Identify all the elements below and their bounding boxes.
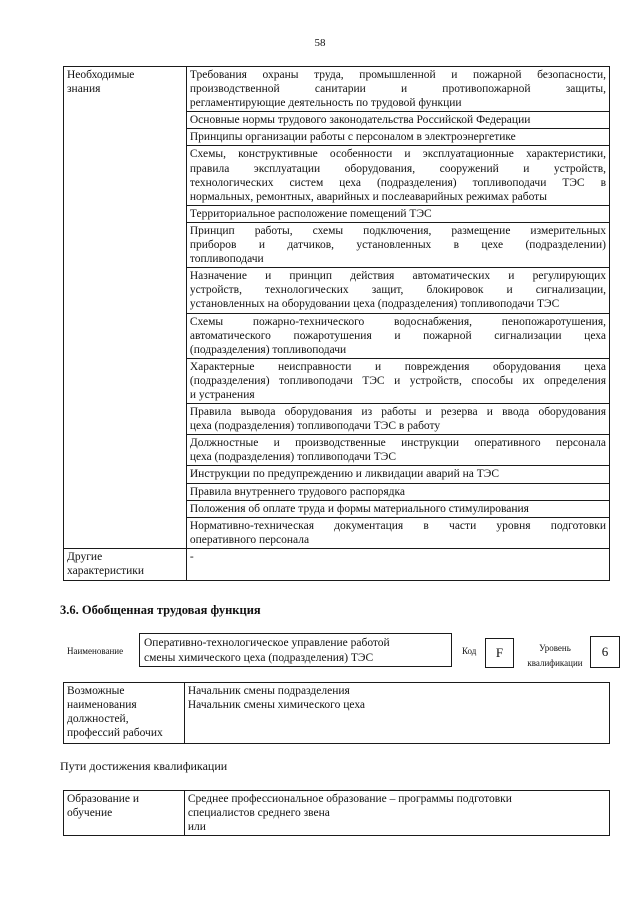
knowledge-item-line: Принципы организации работы с персоналом в электроэнергетике <box>189 131 516 144</box>
knowledge-item-line: регламентирующие деятельность по трудовой функции <box>189 97 462 110</box>
knowledge-label-line: знания <box>67 83 101 96</box>
other-characteristics-label <box>64 548 187 580</box>
positions-label-line: профессий рабочих <box>67 727 163 740</box>
level-label <box>520 641 590 671</box>
knowledge-item-line: Принцип работы, схемы подключения, размещение измерительных <box>189 224 606 237</box>
knowledge-item-line: топливоподачи <box>189 253 264 266</box>
section-title: 3.6. Обобщенная трудовая функция <box>60 603 261 617</box>
knowledge-item-line: (подразделения) топливоподачи <box>189 343 347 356</box>
knowledge-item-line: Нормативно-техническая документация в части уровня подготовки <box>189 519 606 532</box>
positions-label-line: Возможные <box>67 685 125 697</box>
education-table <box>63 790 610 836</box>
education-value-line: специалистов среднего звена <box>187 807 330 820</box>
knowledge-row <box>64 67 610 112</box>
knowledge-item <box>186 268 609 313</box>
knowledge-item <box>186 517 609 548</box>
knowledge-item-line: Схемы, конструктивные особенности и эксплуатационные характеристики, <box>189 148 606 161</box>
knowledge-item-line: цеха (подразделения) топливоподачи ТЭС <box>189 451 397 464</box>
knowledge-item-line: Инструкции по предупреждению и ликвидации аварий на ТЭС <box>189 468 500 481</box>
code-value: F <box>485 638 514 668</box>
knowledge-item-line: установленных на оборудовании цеха (подразделения) топливоподачи ТЭС <box>189 298 560 311</box>
knowledge-item-line: производственной санитарии и противопожарной защиты, <box>189 83 606 96</box>
other-label-line: Другие <box>67 550 103 563</box>
knowledge-item <box>186 205 609 222</box>
positions-label-line: должностей, <box>67 713 129 726</box>
other-characteristics-row <box>64 548 610 580</box>
knowledge-item-line: приборов и датчиков, установленных в цехе (подразделении) <box>189 239 606 252</box>
knowledge-table <box>63 66 610 581</box>
knowledge-item-line: (подразделения) топливоподачи ТЭС и устройств, способы их определения <box>189 374 606 387</box>
knowledge-item <box>186 358 609 403</box>
other-label-line: характеристики <box>67 565 145 577</box>
knowledge-item-line: автоматического пожаротушения и пожарной сигнализации цеха <box>189 329 606 342</box>
knowledge-item <box>186 466 609 483</box>
knowledge-item <box>186 112 609 129</box>
positions-table <box>63 682 610 744</box>
knowledge-item <box>186 483 609 500</box>
knowledge-item-line: Правила вывода оборудования из работы и резерва и ввода оборудования <box>189 406 606 419</box>
knowledge-item-line: Должностные и производственные инструкции оперативного персонала <box>189 437 606 450</box>
knowledge-item-line: Территориальное расположение помещений ТЭС <box>189 207 432 220</box>
education-label-line: обучение <box>67 807 113 820</box>
knowledge-item-line: устройств, технологических защит, блокировок и сигнализации, <box>189 284 606 297</box>
knowledge-item <box>186 222 609 267</box>
knowledge-item <box>186 67 609 112</box>
education-label <box>64 791 185 836</box>
knowledge-label <box>64 67 187 549</box>
knowledge-item-line: технологических систем цеха (подразделения) топливоподачи ТЭС в <box>189 176 606 189</box>
knowledge-item-line: Характерные неисправности и повреждения оборудования цеха <box>189 360 606 373</box>
knowledge-item-line: Требования охраны труда, промышленной и пожарной безопасности, <box>189 69 606 81</box>
positions-row <box>64 683 610 744</box>
knowledge-item-line: Положения об оплате труда и формы материального стимулирования <box>189 502 529 515</box>
positions-label-line: наименования <box>67 699 137 712</box>
position-name: Начальник смены химического цеха <box>187 699 366 712</box>
knowledge-item <box>186 404 609 435</box>
knowledge-item-line: цеха (подразделения) топливоподачи ТЭС в работу <box>189 420 441 433</box>
knowledge-item-line: Основные нормы трудового законодательства Российской Федерации <box>189 114 531 127</box>
page-number: 58 <box>314 37 326 49</box>
positions-values <box>184 683 609 744</box>
knowledge-item <box>186 500 609 517</box>
code-label: Код <box>462 646 477 656</box>
paths-heading: Пути достижения квалификации <box>60 759 228 773</box>
function-name-box <box>139 633 452 667</box>
function-name-line: Оперативно-технологическое управление работой <box>144 637 390 649</box>
other-characteristics-value: - <box>186 548 609 580</box>
function-name-line: смены химического цеха (подразделения) ТЭС <box>144 652 374 664</box>
education-value-line: или <box>187 821 206 834</box>
level-label-line: Уровень <box>539 643 571 653</box>
name-label: Наименование <box>67 646 124 656</box>
knowledge-item-line: и устранения <box>189 388 255 401</box>
knowledge-item <box>186 313 609 358</box>
education-value <box>184 791 609 836</box>
knowledge-item-line: оперативного персонала <box>189 533 310 546</box>
education-row <box>64 791 610 836</box>
education-label-line: Образование и <box>67 793 140 805</box>
knowledge-item-line: Правила внутреннего трудового распорядка <box>189 485 405 498</box>
education-value-line: Среднее профессиональное образование – программы подготовки <box>187 793 512 805</box>
level-value: 6 <box>590 636 620 668</box>
knowledge-item-line: Назначение и принцип действия автоматических и регулирующих <box>189 270 606 283</box>
knowledge-item-line: нормальных, ремонтных, аварийных и послеаварийных режимах работы <box>189 190 547 203</box>
knowledge-item <box>186 435 609 466</box>
knowledge-item-line: Схемы пожарно-технического водоснабжения, пенопожаротушения, <box>189 315 606 328</box>
knowledge-item-line: правила эксплуатации оборудования, сооружений и устройств, <box>189 162 606 175</box>
positions-label <box>64 683 185 744</box>
knowledge-label-line: Необходимые <box>67 69 135 81</box>
knowledge-item <box>186 129 609 146</box>
position-name: Начальник смены подразделения <box>187 685 350 697</box>
knowledge-item <box>186 146 609 205</box>
level-label-line: квалификации <box>527 658 583 668</box>
